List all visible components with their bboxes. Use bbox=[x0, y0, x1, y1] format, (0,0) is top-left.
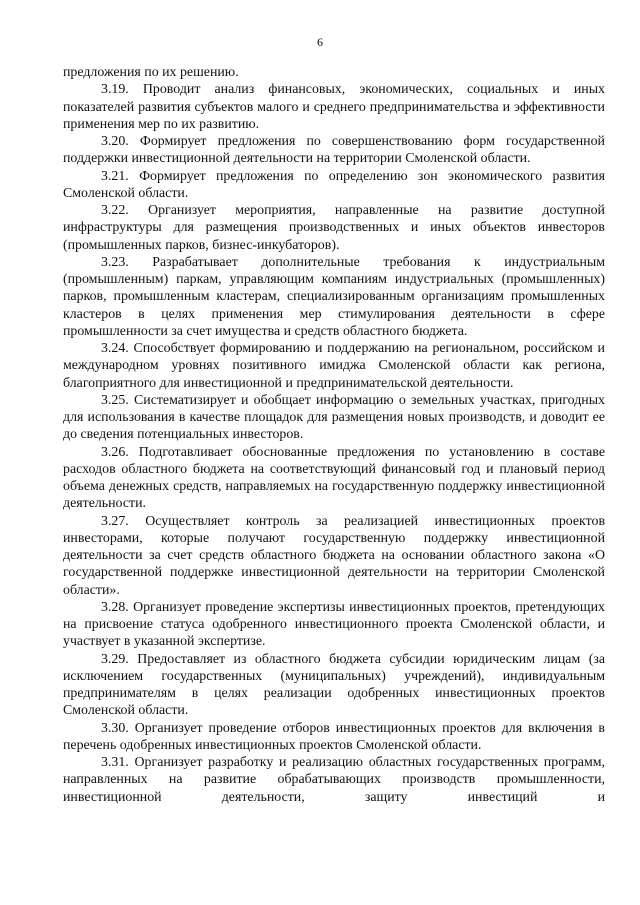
paragraph-3-20: 3.20. Формирует предложения по совершенствованию форм государственной поддержки инвестиционной деятельности на территории Смоленской области. bbox=[63, 134, 605, 167]
page-number: 6 bbox=[317, 35, 323, 49]
paragraph-3-28: 3.28. Организует проведение экспертизы инвестиционных проектов, претендующих на присвоение статуса одобренного инвестиционного проекта Смоленской области, и участвует в указанной экспертизе. bbox=[63, 599, 605, 650]
paragraph-3-27: 3.27. Осуществляет контроль за реализацией инвестиционных проектов инвесторами, которые получают государственную поддержку инвестиционной деятельности за счет средств областного бюджета на основании областного закона «О государственной поддержке инвестиционной деятельности на территории Смоленской области». bbox=[63, 513, 605, 598]
paragraph-3-23: 3.23. Разрабатывает дополнительные требования к индустриальным (промышленным) паркам, управляющим компаниям индустриальных (промышленных) парков, промышленным кластерам, специализированным организациям промышленных кластеров в целях применения мер стимулирования деятельности в сфере промышленности за счет имущества и средств областного бюджета. bbox=[63, 254, 605, 339]
paragraph-3-22: 3.22. Организует мероприятия, направленные на развитие доступной инфраструктуры для размещения производственных и иных объектов инвесторов (промышленных парков, бизнес-инкубаторов). bbox=[63, 203, 605, 253]
paragraph-3-31: 3.31. Организует разработку и реализацию областных государственных программ, направленных на развитие обрабатывающих производств промышленности, инвестиционной деятельности, защиту инвестиций и bbox=[63, 755, 605, 805]
paragraph-3-24: 3.24. Способствует формированию и поддержанию на региональном, российском и международном уровнях позитивного имиджа Смоленской области как региона, благоприятного для инвестиционной и предпринимательской деятельности. bbox=[63, 341, 605, 391]
paragraph-3-19: 3.19. Проводит анализ финансовых, экономических, социальных и иных показателей развития субъектов малого и среднего предпринимательства и эффективности применения мер по их развитию. bbox=[63, 82, 605, 132]
paragraph-3-26: 3.26. Подготавливает обоснованные предложения по установлению в составе расходов областного бюджета на соответствующий финансовый год и плановый период объема денежных средств, направляемых на государственную поддержку инвестиционной деятельности. bbox=[63, 444, 605, 512]
paragraph-3-30: 3.30. Организует проведение отборов инвестиционных проектов для включения в перечень одобренных инвестиционных проектов Смоленской области. bbox=[63, 720, 605, 753]
paragraph-continuation: предложения по их решению. bbox=[63, 65, 239, 80]
paragraph-3-21: 3.21. Формирует предложения по определению зон экономического развития Смоленской области. bbox=[63, 168, 605, 201]
paragraph-3-29: 3.29. Предоставляет из областного бюджета субсидии юридическим лицам (за исключением государственных (муниципальных) учреждений), индивидуальным предпринимателям в целях реализации одобренных инвестиционных проектов Смоленской области. bbox=[63, 651, 605, 719]
paragraph-3-25: 3.25. Систематизирует и обобщает информацию о земельных участках, пригодных для использования в качестве площадок для размещения новых производств, и доводит ее до сведения потенциальных инвесторов. bbox=[63, 392, 605, 443]
document-body bbox=[63, 64, 605, 806]
